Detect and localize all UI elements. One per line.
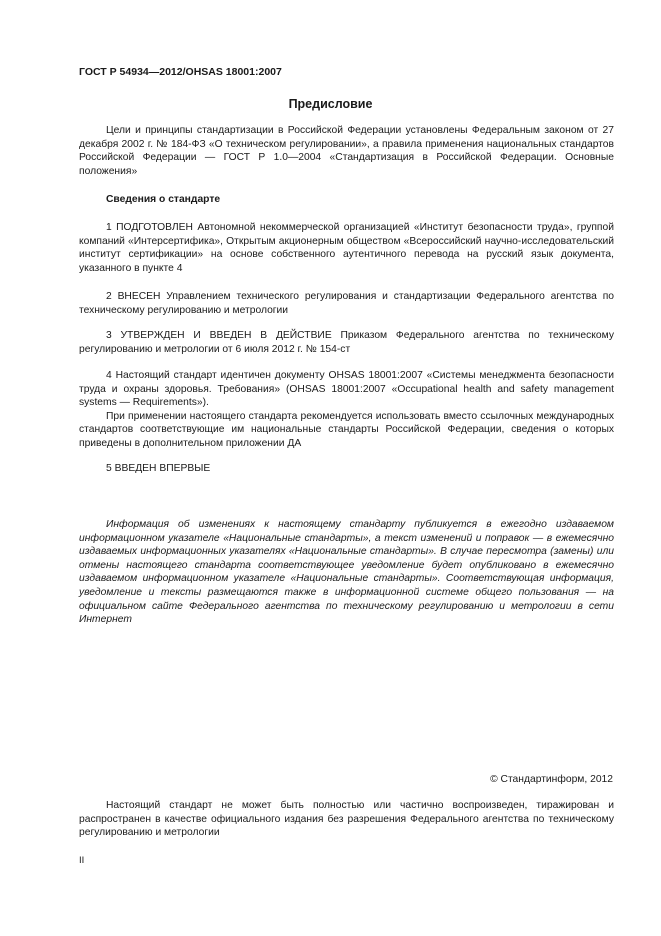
info-notice [79,518,614,627]
item-3 [79,329,614,356]
item-4-text: 4 Настоящий стандарт идентичен документу OHSAS 18001:2007 «Системы менеджмента безопасности труда и охраны здоровья. Требования» (OHSAS 18001:2007 «Occupational health and safety management systems — Requirements»). [79,370,614,409]
copyright: © Стандартинформ, 2012 [490,774,613,785]
item-1 [79,221,614,275]
reproduction-notice [79,799,614,840]
item-4-note: При применении настоящего стандарта рекомендуется использовать вместо ссылочных международных стандартов соответствующие им национальные стандарты Российской Федерации, сведения о которых приведены в дополнительном приложении ДА [79,410,614,449]
item-5-text: 5 ВВЕДЕН ВПЕРВЫЕ [106,463,211,474]
section-heading: Сведения о стандарте [106,194,221,205]
intro-paragraph [79,124,614,178]
item-2-text: 2 ВНЕСЕН Управлением технического регулирования и стандартизации Федерального агентства по техническому регулированию и метрологии [79,291,614,316]
reproduction-notice-text: Настоящий стандарт не может быть полностью или частично воспроизведен, тиражирован и распространен в качестве официального издания без разрешения Федерального агентства по техническому регулированию и метрологии [79,800,614,839]
item-5 [79,462,614,476]
page-number: II [79,855,85,866]
intro-text: Цели и принципы стандартизации в Российской Федерации установлены Федеральным законом от 27 декабря 2002 г. № 184-ФЗ «О техническом регулировании», а правила применения национальных стандартов Российской Федерации — ГОСТ Р 1.0—2004 «Стандартизация в Российской Федерации. Основные положения» [79,125,614,177]
item-1-text: 1 ПОДГОТОВЛЕН Автономной некоммерческой организацией «Институт безопасности труда», группой компаний «Интерсертифика», Открытым акционерным обществом «Всероссийский научно-исследовательский институт сертификации» на основе собственного аутентичного перевода на русский язык документа, указанного в пункте 4 [79,222,614,274]
item-2 [79,290,614,317]
doc-code-header: ГОСТ Р 54934—2012/OHSAS 18001:2007 [79,66,282,78]
item-3-text: 3 УТВЕРЖДЕН И ВВЕДЕН В ДЕЙСТВИЕ Приказом Федерального агентства по техническому регулированию и метрологии от 6 июля 2012 г. № 154-ст [79,330,614,355]
page-title: Предисловие [288,97,373,111]
info-notice-text: Информация об изменениях к настоящему стандарту публикуется в ежегодно издаваемом информационном указателе «Национальные стандарты», а текст изменений и поправок — в ежемесячно издаваемых информационных указателях «Национальные стандарты». В случае пересмотра (замены) или отмены настоящего стандарта соответствующее уведомление будет опубликовано в ежемесячно издаваемом информационном указателе «Национальные стандарты». Соответствующая информация, уведомление и тексты размещаются также в информационной системе общего пользования — на официальном сайте Федерального агентства по техническому регулированию и метрологии в сети Интернет [79,519,614,626]
item-4 [79,369,614,451]
